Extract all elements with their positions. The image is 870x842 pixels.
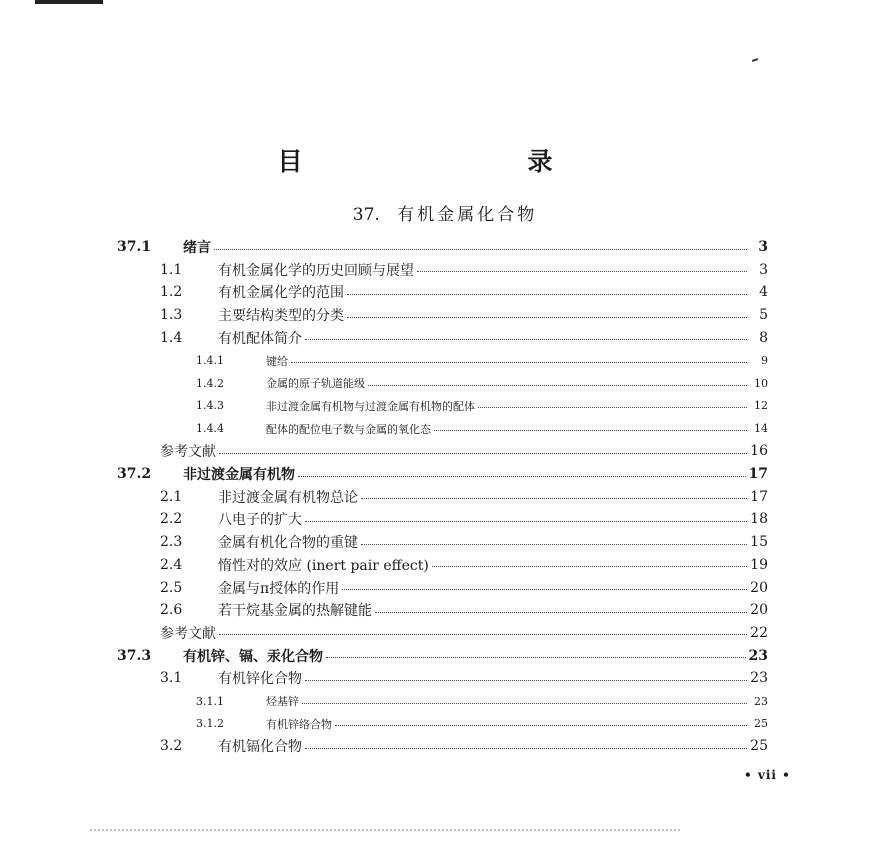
toc-entry <box>160 554 768 576</box>
toc-entry-page: 12 <box>754 399 768 413</box>
chapter-title: 有机金属化合物 <box>397 205 538 225</box>
toc-entry-label: 配体的配位电子数与金属的氧化态 <box>266 422 431 436</box>
dot-leader <box>478 407 747 408</box>
toc-entry-label: 有机配体简介 <box>218 330 302 347</box>
dot-leader <box>326 657 746 658</box>
toc-entry-number: 2.1 <box>160 488 183 505</box>
toc-entry <box>196 690 768 712</box>
toc-entry <box>160 735 768 757</box>
toc-entry-number: 3.1 <box>160 670 183 687</box>
toc-entry-page: 14 <box>754 422 768 436</box>
page-number: • vii • <box>744 768 791 782</box>
toc-entry-number: 1.4 <box>160 329 183 346</box>
toc-entry-number: 3.2 <box>160 738 183 755</box>
toc-entry-page: 23 <box>748 647 768 664</box>
toc-entry-label: 烃基锌 <box>266 695 299 708</box>
toc-entry-label: 参考文献 <box>160 444 216 461</box>
toc-entry <box>117 645 768 667</box>
toc-entry-page: 8 <box>759 329 768 346</box>
dot-leader <box>291 362 747 363</box>
toc-entry-label: 有机锌化合物 <box>218 671 302 688</box>
toc-entry-page: 20 <box>750 579 768 596</box>
dot-leader <box>417 271 747 272</box>
toc-entry-number: 37.1 <box>117 239 152 255</box>
scan-speck <box>752 58 758 62</box>
dot-leader <box>361 498 747 499</box>
toc-entry-page: 3 <box>758 239 768 255</box>
toc-entry-page: 10 <box>754 376 768 390</box>
dot-leader <box>361 544 747 545</box>
toc-entry-page: 9 <box>761 354 768 367</box>
toc-entry-page: 4 <box>759 284 768 301</box>
toc-entry-number: 3.1.1 <box>196 694 224 708</box>
toc-entry-label: 有机金属化学的范围 <box>218 285 344 302</box>
chapter-heading <box>0 200 870 224</box>
toc-entry-label: 非过渡金属有机物 <box>183 467 295 483</box>
toc-entry-number: 1.1 <box>160 261 183 278</box>
toc-entry-number: 1.2 <box>160 284 183 301</box>
toc-entry-label: 有机锌、镉、汞化合物 <box>183 648 323 665</box>
toc-entry-page: 23 <box>754 694 768 708</box>
dot-leader <box>347 294 747 295</box>
dot-leader <box>298 476 746 477</box>
toc-entry-label: 有机锌络合物 <box>266 717 332 731</box>
toc-entry <box>117 236 768 258</box>
toc-entry-number: 1.3 <box>160 307 183 324</box>
dot-leader <box>434 430 747 431</box>
toc-entry-label: 金属有机化合物的重键 <box>218 535 358 552</box>
dot-leader <box>342 589 747 590</box>
scan-noise <box>90 827 680 831</box>
dot-leader <box>305 339 747 340</box>
toc-entry <box>160 486 768 508</box>
dot-leader <box>305 521 747 522</box>
dot-leader <box>335 725 747 726</box>
toc-entry <box>196 372 768 394</box>
toc-entry-number: 2.5 <box>160 579 183 596</box>
toc-references-entry <box>160 440 768 462</box>
toc-entry-label: 金属的原子轨道能级 <box>266 377 365 391</box>
toc-entry-number: 37.2 <box>117 466 152 482</box>
toc-entry-page: 22 <box>750 624 768 641</box>
toc-entry <box>160 599 768 621</box>
toc-references-entry <box>160 622 768 644</box>
scan-corner-mark <box>35 0 103 4</box>
toc-entry-number: 2.2 <box>160 511 183 528</box>
dot-leader <box>375 612 747 613</box>
toc-entry-label: 键给 <box>266 354 288 368</box>
dot-leader <box>432 566 747 567</box>
toc-entry-page: 19 <box>750 556 768 573</box>
toc-entry <box>160 281 768 303</box>
toc-entry-page: 3 <box>759 261 768 278</box>
chapter-number: 37. <box>352 205 380 225</box>
toc-entry-label: 金属与π授体的作用 <box>218 580 340 597</box>
toc-entry-page: 23 <box>750 670 768 687</box>
toc-entry <box>160 577 768 599</box>
toc-entry-number: 2.3 <box>160 534 183 551</box>
dot-leader <box>305 680 747 681</box>
toc-entry-label: 非过渡金属有机物与过渡金属有机物的配体 <box>266 399 475 413</box>
toc-entry-page: 5 <box>759 307 768 324</box>
toc-entry-label: 有机镉化合物 <box>218 739 302 756</box>
toc-entry-page: 17 <box>748 466 768 482</box>
toc-entry-label: 八电子的扩大 <box>218 512 302 529</box>
dot-leader <box>305 748 747 749</box>
toc-entry <box>196 395 768 417</box>
toc-entry <box>196 350 768 372</box>
toc-entry-page: 15 <box>750 534 768 551</box>
page-title: 目 录 <box>277 147 653 176</box>
toc-entry-number: 37.3 <box>117 647 152 664</box>
toc-entry <box>160 531 768 553</box>
toc-entry <box>160 259 768 281</box>
dot-leader <box>219 634 747 635</box>
toc-entry-label: 绪言 <box>183 240 211 256</box>
toc-entry-label: 非过渡金属有机物总论 <box>218 489 358 506</box>
toc-entry-label: 参考文献 <box>160 625 216 642</box>
toc-entry-number: 1.4.1 <box>196 354 224 367</box>
dot-leader <box>302 703 747 704</box>
dot-leader <box>214 249 747 250</box>
toc-entry-number: 1.4.3 <box>196 399 224 413</box>
dot-leader <box>368 385 747 386</box>
toc-entry-label: 惰性对的效应 (inert pair effect) <box>218 557 429 574</box>
toc-entry <box>160 327 768 349</box>
toc-entry-number: 2.6 <box>160 602 183 619</box>
toc-entry-page: 20 <box>750 602 768 619</box>
toc-entry-label: 若干烷基金属的热解键能 <box>218 603 372 620</box>
toc-entry-number: 1.4.4 <box>196 422 224 436</box>
toc-entry-page: 25 <box>750 738 768 755</box>
toc-entry-label: 主要结构类型的分类 <box>218 308 344 325</box>
toc-entry-number: 2.4 <box>160 556 183 573</box>
toc-entry-page: 25 <box>754 717 768 731</box>
toc-entry-page: 17 <box>750 488 768 505</box>
toc-entry <box>196 418 768 440</box>
toc-entry <box>160 508 768 530</box>
toc-entry <box>117 463 768 485</box>
toc-entry-page: 18 <box>750 511 768 528</box>
toc-entry-page: 16 <box>750 443 768 460</box>
dot-leader <box>219 453 747 454</box>
toc-entry <box>160 304 768 326</box>
toc-entry <box>196 713 768 735</box>
toc-entry-label: 有机金属化学的历史回顾与展望 <box>218 262 414 279</box>
dot-leader <box>347 317 747 318</box>
toc-entry-number: 1.4.2 <box>196 376 224 390</box>
toc-entry <box>160 667 768 689</box>
toc-entry-number: 3.1.2 <box>196 717 224 731</box>
